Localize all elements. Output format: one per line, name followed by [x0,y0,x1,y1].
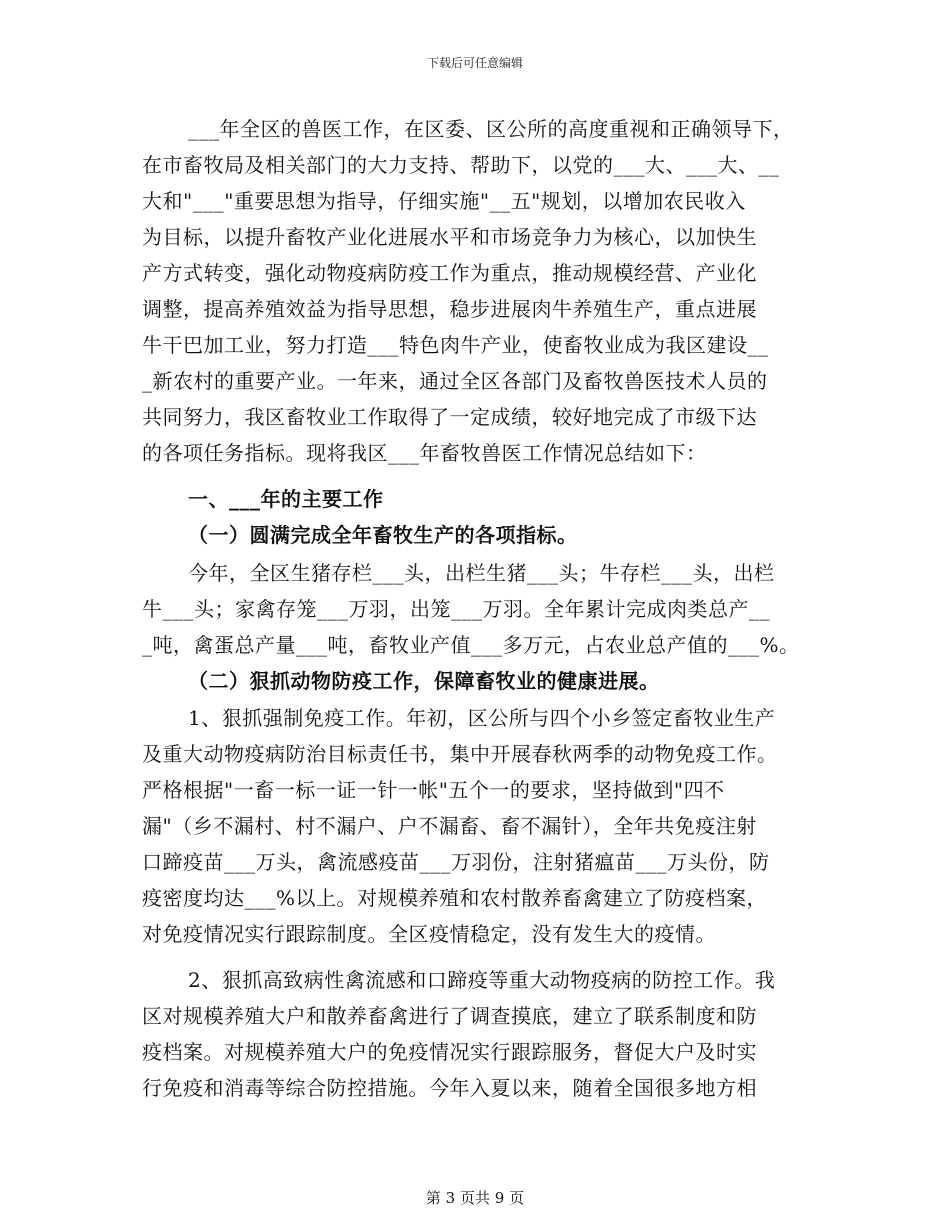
page-number: 第 3 页共 9 页 [425,1189,525,1207]
body-line: 大和"___"重要思想为指导，仔细实施"__五"规划，以增加农民收入 [142,189,746,213]
section-heading: 一、___年的主要工作 [188,487,384,511]
body-line: 对免疫情况实行跟踪制度。全区疫情稳定，没有发生大的疫情。 [142,922,716,946]
body-line: 2、狠抓高致病性禽流感和口蹄疫等重大动物疫病的防控工作。我 [188,968,776,992]
body-line: ___年全区的兽医工作，在区委、区公所的高度重视和正确领导下， [188,117,794,141]
body-line: 产方式转变，强化动物疫病防疫工作为重点，推动规模经营、产业化 [142,261,757,285]
body-line: 为目标，以提升畜牧产业化进展水平和市场竞争力为核心，以加快生 [142,225,757,249]
body-line: 调整，提高养殖效益为指导思想，稳步进展肉牛养殖生产，重点进展 [142,297,757,321]
page-header: 下载后可任意编辑 [426,56,523,70]
body-line: 疫密度均达___%以上。对规模养殖和农村散养畜禽建立了防疫档案， [142,886,768,910]
subsection-heading: （二）狠抓动物防疫工作，保障畜牧业的健康进展。 [188,669,660,693]
body-line: 及重大动物疫病防治目标责任书，集中开展春秋两季的动物免疫工作。 [142,742,778,766]
body-line: 今年，全区生猪存栏___头，出栏生猪___头；牛存栏___头，出栏 [188,561,775,585]
body-line: _吨，禽蛋总产量___吨，畜牧业产值___多万元，占农业总产值的___%。 [142,633,800,657]
body-line: 牛___头；家禽存笼___万羽，出笼___万羽。全年累计完成肉类总产__ [142,597,770,621]
body-line: 牛干巴加工业，努力打造___特色肉牛产业，使畜牧业成为我区建设__ [142,333,769,357]
body-line: 区对规模养殖大户和散养畜禽进行了调查摸底，建立了联系制度和防 [142,1004,757,1028]
body-line: 的各项任务指标。现将我区___年畜牧兽医工作情况总结如下： [142,441,707,465]
body-line: 1、狠抓强制免疫工作。年初，区公所与四个小乡签定畜牧业生产 [188,706,776,730]
body-line: 在市畜牧局及相关部门的大力支持、帮助下，以党的___大、___大、__ [142,153,780,177]
body-line: 口蹄疫苗___万头，禽流感疫苗___万羽份，注射猪瘟苗___万头份，防 [142,850,770,874]
body-line: 行免疫和消毒等综合防控措施。今年入夏以来，随着全国很多地方相 [142,1076,757,1100]
subsection-heading: （一）圆满完成全年畜牧生产的各项指标。 [188,523,578,547]
body-line: 共同努力，我区畜牧业工作取得了一定成绩，较好地完成了市级下达 [142,405,757,429]
body-line: 疫档案。对规模养殖大户的免疫情况实行跟踪服务，督促大户及时实 [142,1040,757,1064]
body-line: 严格根据"一畜一标一证一针一帐"五个一的要求，坚持做到"四不 [142,778,725,802]
body-line: _新农村的重要产业。一年来，通过全区各部门及畜牧兽医技术人员的 [142,369,768,393]
body-line: 漏"（乡不漏村、村不漏户、户不漏畜、畜不漏针），全年共免疫注射 [142,814,757,838]
